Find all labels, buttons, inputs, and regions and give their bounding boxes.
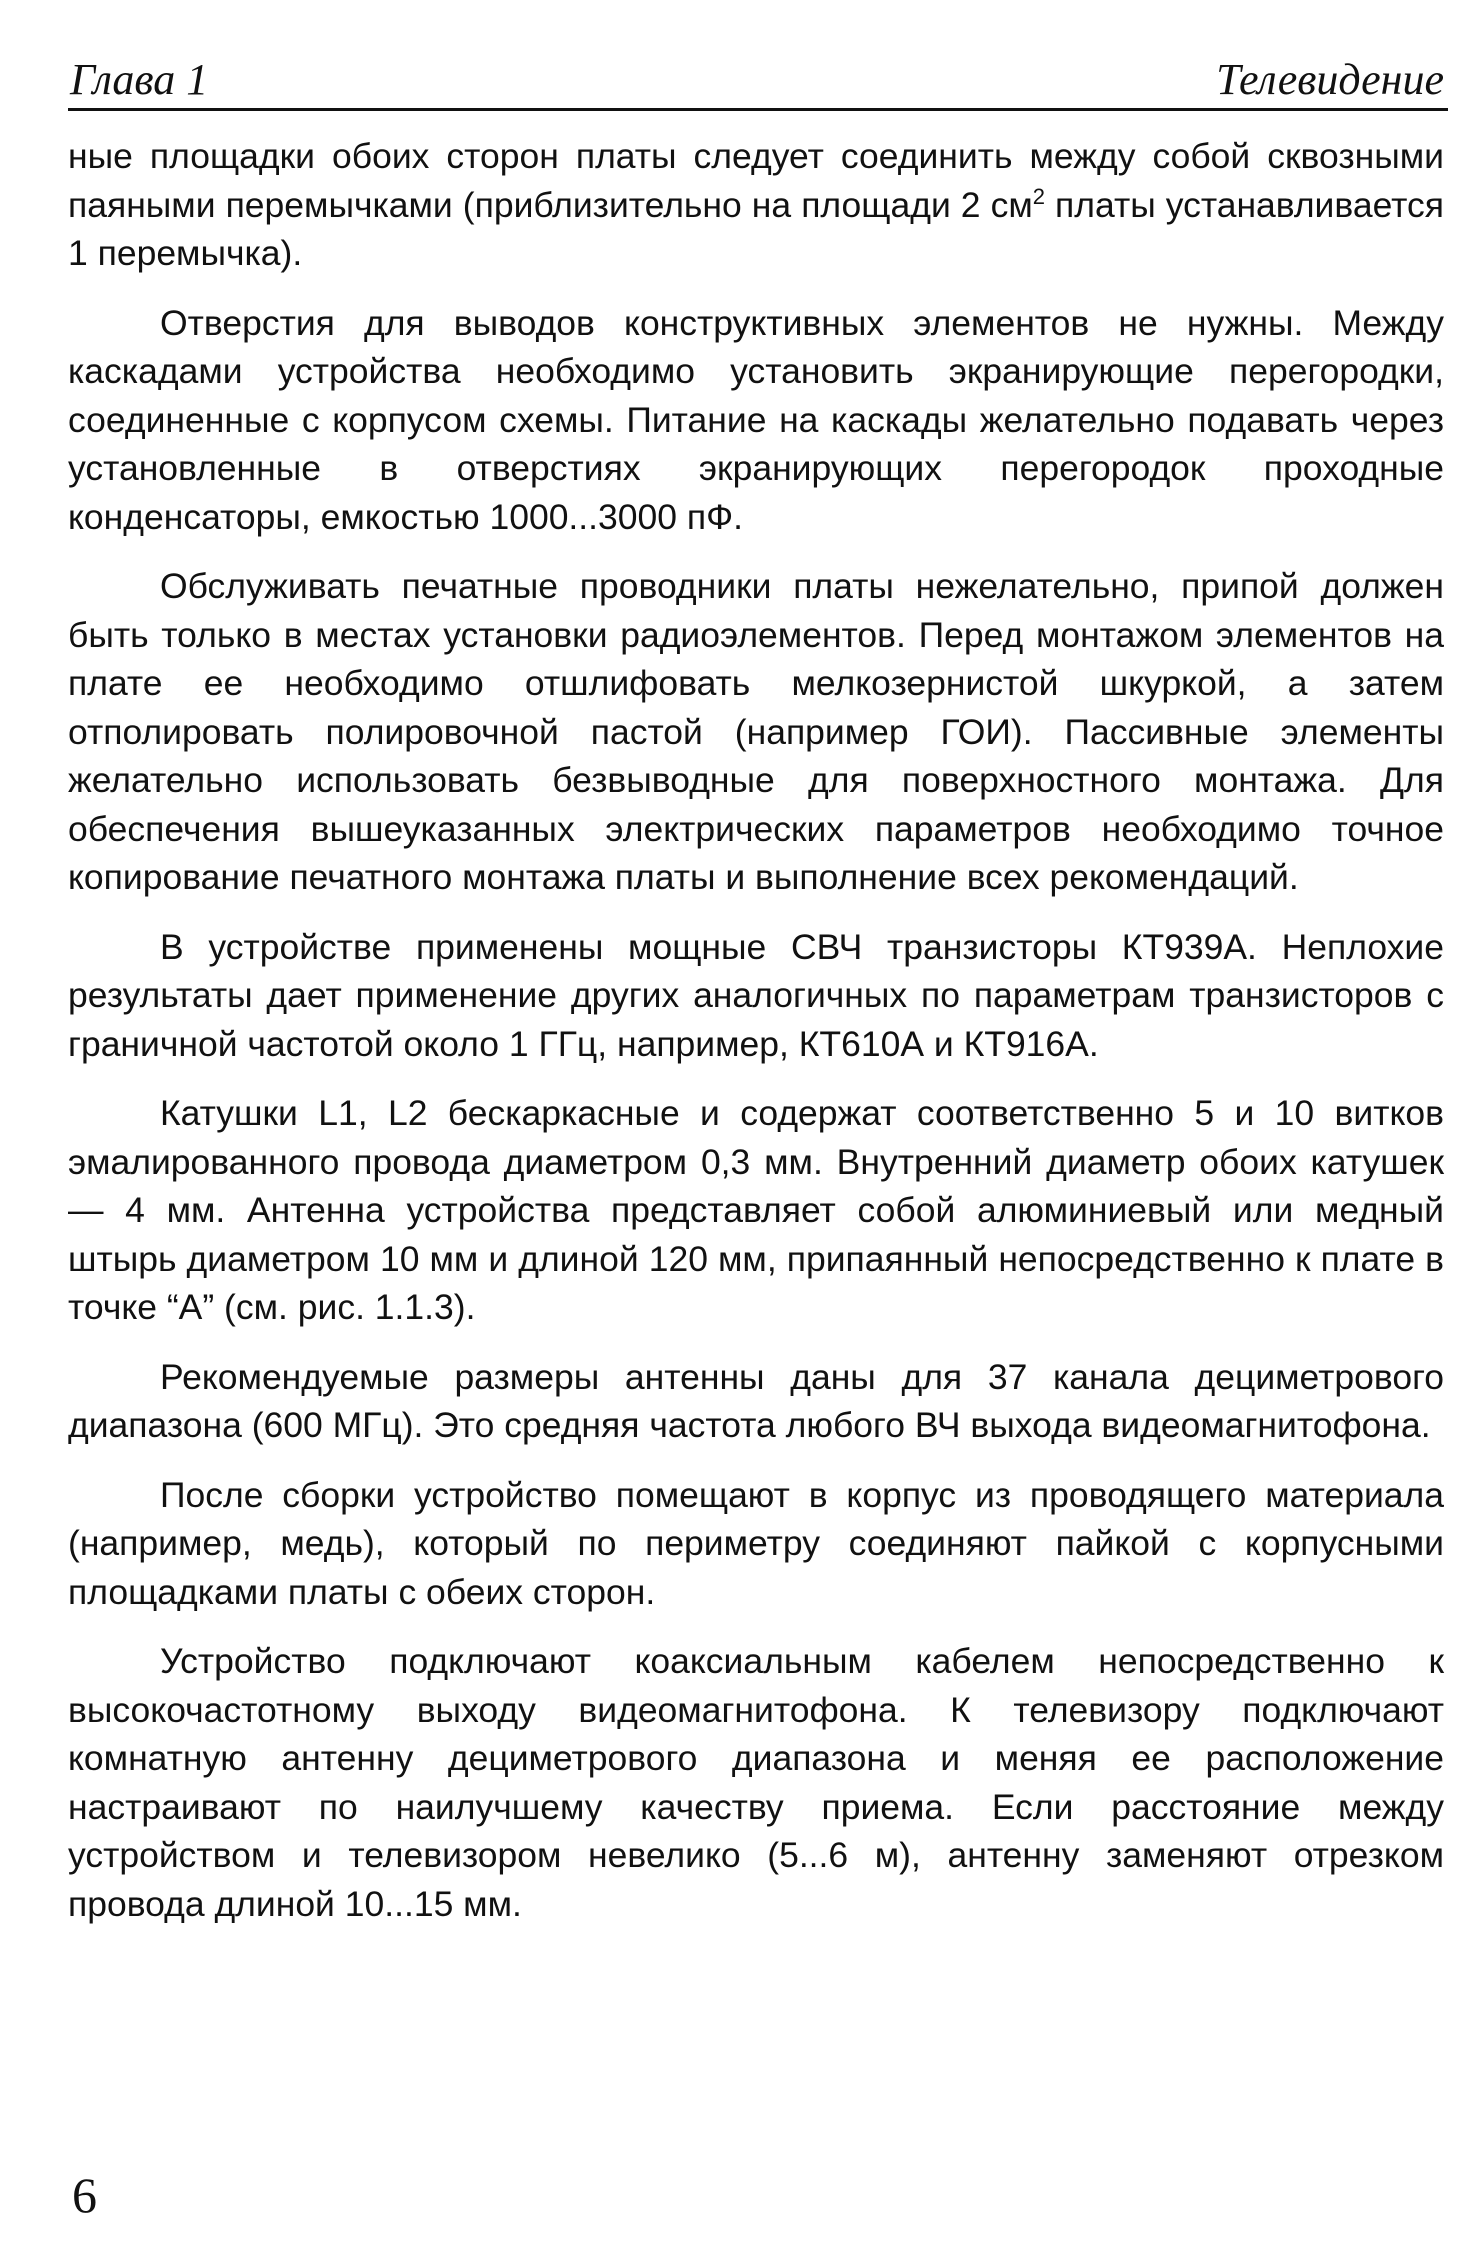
paragraph-connection: Устройство подключают коаксиальным кабелем непосредственно к высокочастотному выходу видеомагнитофона. К телевизору подключают комнатную антенну дециметрового диапазона и меняя ее расположение настраивают по наилучшему качеству приема. Если расстояние между устройством и телевизором невелико (5...6 м), антенну заменяют отрезком провода длиной 10...15 мм. xyxy=(68,1641,1444,1924)
running-header xyxy=(68,52,1448,111)
body-text xyxy=(68,132,1444,1949)
paragraph-conductors: Обслуживать печатные проводники платы нежелательно, припой должен быть только в местах установки радиоэлементов. Перед монтажом элементов на плате ее необходимо отшлифовать мелкозернистой шкуркой, а затем отполировать полировочной пастой (например ГОИ). Пассивные элементы желательно использовать безвыводные для поверхностного монтажа. Для обеспечения вышеуказанных электрических параметров необходимо точное копирование печатного монтажа платы и выполнение всех рекомендаций. xyxy=(68,566,1444,897)
superscript: 2 xyxy=(1032,183,1045,209)
page-number: 6 xyxy=(72,2167,97,2223)
paragraph-assembly: После сборки устройство помещают в корпус из проводящего материала (например, медь), который по периметру соединяют пайкой с корпусными площадками платы с обеих сторон. xyxy=(68,1474,1444,1612)
chapter-title: Глава 1 xyxy=(70,55,209,104)
paragraph-holes: Отверстия для выводов конструктивных элементов не нужны. Между каскадами устройства необходимо установить экранирующие перегородки, соединенные с корпусом схемы. Питание на каскады желательно подавать через установленные в отверстиях экранирующих перегородок проходные конденсаторы, емкостью 1000...3000 пФ. xyxy=(68,302,1444,537)
paragraph-text-start: ные площадки обоих сторон платы следует соединить между собой сквозными паяными перемычками (приблизительно на площади 2 см xyxy=(68,136,1444,225)
paragraph-continuation xyxy=(68,132,1444,278)
paragraph-coils: Катушки L1, L2 бескаркасные и содержат соответственно 5 и 10 витков эмалированного провода диаметром 0,3 мм. Внутренний диаметр обоих катушек — 4 мм. Антенна устройства представляет собой алюминиевый или медный штырь диаметром 10 мм и длиной 120 мм, припаянный непосредственно к плате в точке “А” (см. рис. 1.1.3). xyxy=(68,1093,1444,1327)
section-title: Телевидение xyxy=(1216,55,1444,104)
paragraph-antenna-size: Рекомендуемые размеры антенны даны для 37 канала дециметрового диапазона (600 МГц). Это средняя частота любого ВЧ выхода видеомагнитофона. xyxy=(68,1356,1444,1445)
paragraph-text-end: платы устанавливается 1 перемычка). xyxy=(68,184,1444,273)
paragraph-transistors: В устройстве применены мощные СВЧ транзисторы КТ939А. Неплохие результаты дает применение других аналогичных по параметрам транзисторов с граничной частотой около 1 ГГц, например, КТ610А и КТ916А. xyxy=(68,926,1444,1064)
